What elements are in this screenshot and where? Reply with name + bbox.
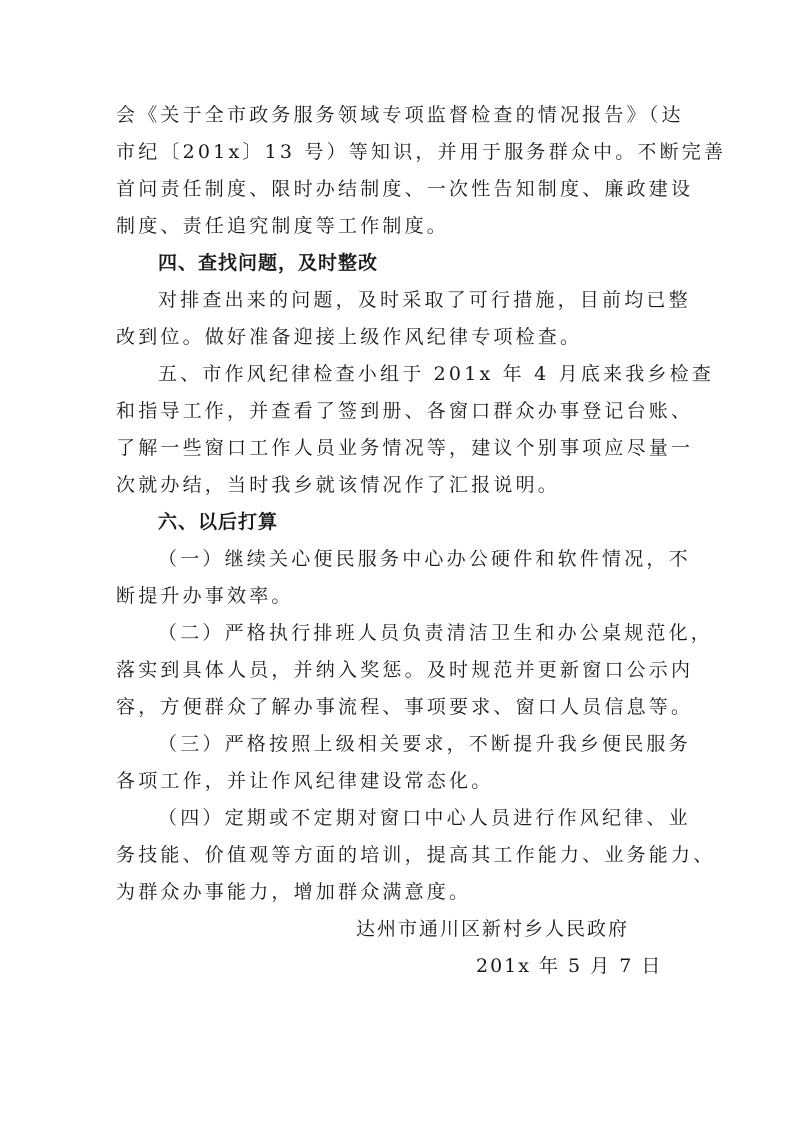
body-line: 首问责任制度、限时办结制度、一次性告知制度、廉政建设 (116, 178, 694, 200)
body-line: 五、市作风纪律检查小组于 201x 年 4 月底来我乡检查 (158, 363, 715, 385)
body-line: 了解一些窗口工作人员业务情况等，建议个别事项应尽量一 (116, 437, 694, 459)
list-item-line: （四）定期或不定期对窗口中心人员进行作风纪律、业 (158, 807, 691, 829)
body-line: 次就办结，当时我乡就该情况作了汇报说明。 (116, 474, 561, 496)
signature-organization: 达州市通川区新村乡人民政府 (356, 918, 630, 940)
signature-date: 201x 年 5 月 7 日 (476, 955, 663, 977)
document-page (116, 97, 727, 985)
body-line: 市纪〔201x〕13 号）等知识，并用于服务群众中。不断完善 (116, 141, 727, 163)
list-item-line: （三）严格按照上级相关要求，不断提升我乡便民服务 (158, 733, 691, 755)
list-item-line: 容，方便群众了解办事流程、事项要求、窗口人员信息等。 (116, 696, 694, 718)
body-line: 和指导工作，并查看了签到册、各窗口群众办事登记台账、 (116, 400, 694, 422)
body-line: 制度、责任追究制度等工作制度。 (116, 215, 450, 237)
body-line: 对排查出来的问题，及时采取了可行措施，目前均已整 (158, 289, 691, 311)
list-item-line: 断提升办事效率。 (116, 585, 294, 607)
list-item-line: 为群众办事能力，增加群众满意度。 (116, 881, 472, 903)
list-item-line: （一）继续关心便民服务中心办公硬件和软件情况，不 (158, 548, 691, 570)
list-item-line: （二）严格执行排班人员负责清洁卫生和办公桌规范化， (158, 622, 714, 644)
list-item-line: 务技能、价值观等方面的培训，提高其工作能力、业务能力、 (116, 844, 716, 866)
body-line: 会《关于全市政务服务领域专项监督检查的情况报告》（达 (116, 104, 684, 126)
body-line: 改到位。做好准备迎接上级作风纪律专项检查。 (116, 326, 583, 348)
list-item-line: 落实到具体人员，并纳入奖惩。及时规范并更新窗口公示内 (116, 659, 694, 681)
section-heading-4: 四、查找问题，及时整改 (158, 252, 379, 274)
list-item-line: 各项工作，并让作风纪律建设常态化。 (116, 770, 494, 792)
section-heading-6: 六、以后打算 (158, 511, 279, 533)
